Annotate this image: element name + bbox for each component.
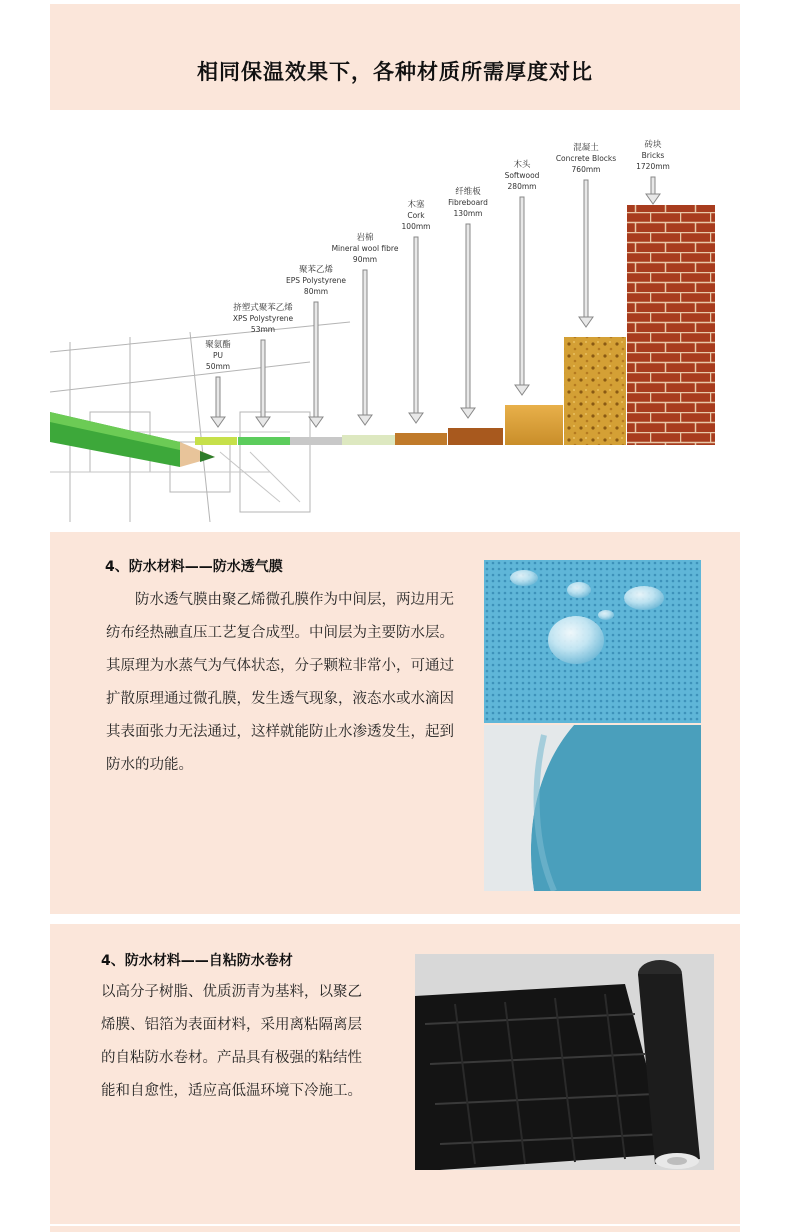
material-name-en: Cork	[407, 211, 425, 220]
material-name-cn: 木塞	[407, 200, 425, 210]
material-name-cn: 岩棉	[356, 233, 374, 243]
material-name-cn: 木头	[513, 160, 531, 170]
material-bar	[564, 337, 626, 445]
bottom-panel-edge	[50, 1226, 740, 1232]
material-name-cn: 混凝土	[573, 143, 599, 153]
material-name-cn: 聚氨酯	[205, 340, 231, 350]
material-thickness: 1720mm	[636, 162, 670, 171]
down-arrow-head-icon	[309, 417, 323, 427]
section-heading: 4、防水材料——防水透气膜	[105, 559, 283, 575]
material-name-en: Softwood	[504, 171, 540, 180]
down-arrow-head-icon	[461, 408, 475, 418]
membrane-roll-photo	[484, 725, 701, 891]
waterproof-roll-photo	[415, 954, 714, 1170]
material-bar	[290, 437, 342, 445]
section-self-adhesive-membrane	[50, 924, 740, 1224]
section-heading: 4、防水材料——自粘防水卷材	[101, 953, 293, 969]
down-arrow-icon	[216, 377, 220, 417]
material-thickness: 50mm	[205, 362, 231, 371]
material-name-en: Bricks	[641, 151, 665, 160]
down-arrow-head-icon	[579, 317, 593, 327]
material-thickness: 760mm	[571, 165, 601, 174]
down-arrow-icon	[584, 180, 588, 317]
section-body-text: 防水透气膜由聚乙烯微孔膜作为中间层，两边用无纺布经热融直压工艺复合成型。中间层为主要防水层。其原理为水蒸气为气体状态，分子颗粒非常小，可通过扩散原理通过微孔膜，发生透气现象，液态水或水滴因其表面张力无法通过，这样就能防止水渗透发生，起到防水的功能。	[106, 592, 454, 773]
material-name-cn: 砖块	[644, 140, 662, 150]
material-name-en: PU	[212, 351, 224, 360]
title-banner	[50, 4, 740, 110]
material-bar	[448, 428, 503, 445]
material-thickness: 90mm	[352, 255, 378, 264]
material-bar	[505, 405, 563, 445]
material-name-en: Fibreboard	[448, 198, 488, 207]
down-arrow-head-icon	[211, 417, 225, 427]
down-arrow-icon	[414, 237, 418, 413]
down-arrow-head-icon	[409, 413, 423, 423]
membrane-water-droplets-photo	[484, 560, 701, 723]
material-thickness: 53mm	[250, 325, 276, 334]
material-name-cn: 挤塑式聚苯乙烯	[233, 303, 293, 313]
blueprint-sketch	[50, 322, 350, 522]
down-arrow-icon	[363, 270, 367, 415]
material-bar	[395, 433, 447, 445]
material-name-en: EPS Polystyrene	[286, 276, 346, 285]
material-bar	[627, 205, 715, 445]
down-arrow-icon	[261, 340, 265, 417]
material-name-cn: 聚苯乙烯	[298, 265, 334, 275]
down-arrow-head-icon	[515, 385, 529, 395]
page-title: 相同保温效果下，各种材质所需厚度对比	[197, 60, 593, 84]
section-breathable-membrane	[50, 532, 740, 914]
thickness-comparison-figure	[50, 112, 740, 522]
pencil	[50, 412, 215, 467]
down-arrow-icon	[314, 302, 318, 417]
material-bar	[342, 435, 395, 445]
material-thickness: 80mm	[303, 287, 329, 296]
material-bar	[195, 437, 237, 445]
material-thickness: 280mm	[507, 182, 537, 191]
material-name-en: XPS Polystyrene	[232, 314, 294, 323]
material-name-en: Concrete Blocks	[555, 154, 617, 163]
down-arrow-head-icon	[646, 194, 660, 204]
material-thickness: 130mm	[453, 209, 483, 218]
material-bar	[238, 437, 290, 445]
material-name-cn: 纤维板	[455, 187, 481, 197]
down-arrow-icon	[651, 177, 655, 194]
down-arrow-head-icon	[256, 417, 270, 427]
material-thickness: 100mm	[401, 222, 431, 231]
material-name-en: Mineral wool fibre	[331, 244, 399, 253]
section-body-text: 以高分子树脂、优质沥青为基料，以聚乙烯膜、铝箔为表面材料，采用离粘隔离层的自粘防水卷材。产品具有极强的粘结性能和自愈性，适应高低温环境下冷施工。	[101, 984, 362, 1099]
thickness-comparison-graphic	[50, 112, 740, 522]
down-arrow-icon	[466, 224, 470, 408]
down-arrow-head-icon	[358, 415, 372, 425]
down-arrow-icon	[520, 197, 524, 385]
